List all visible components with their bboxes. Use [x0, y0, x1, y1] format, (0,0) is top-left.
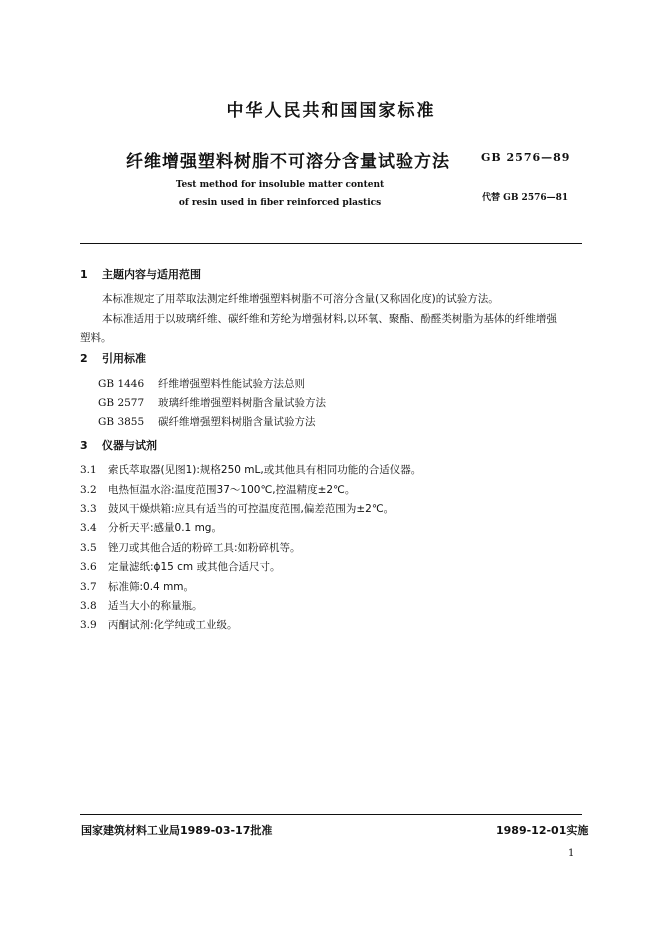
implementation-date: 1989-12-01实施: [496, 824, 589, 837]
item-number: 3.3: [80, 503, 97, 515]
footer-divider: [80, 814, 582, 815]
list-item: [80, 482, 355, 497]
section-2-heading: [80, 350, 146, 366]
section-number: 1: [80, 268, 88, 281]
item-number: 3.5: [80, 542, 97, 554]
list-item: [80, 579, 194, 594]
national-standard-heading: 中华人民共和国国家标准: [226, 101, 436, 121]
reference-code: GB 3855: [98, 416, 145, 428]
item-text: 定量滤纸:ϕ15 cm 或其他合适尺寸。: [108, 561, 281, 573]
item-number: 3.1: [80, 464, 97, 476]
page-number: 1: [568, 848, 575, 859]
list-item: [80, 520, 222, 535]
item-number: 3.8: [80, 600, 97, 612]
item-number: 3.7: [80, 581, 97, 593]
item-text: 丙酮试剂:化学纯或工业级。: [108, 619, 238, 631]
item-text: 分析天平:感量0.1 mg。: [108, 522, 222, 534]
replaces-standard: 代替 GB 2576—81: [482, 193, 569, 203]
reference-title: 纤维增强塑料性能试验方法总则: [158, 378, 305, 390]
item-text: 锉刀或其他合适的粉碎工具:如粉碎机等。: [108, 542, 301, 554]
document-title: 纤维增强塑料树脂不可溶分含量试验方法: [126, 152, 450, 172]
section-1-paragraph-1: 本标准规定了用萃取法测定纤维增强塑料树脂不可溶分含量(又称固化度)的试验方法。: [102, 293, 499, 305]
list-item: [80, 598, 203, 613]
section-title: 引用标准: [102, 352, 146, 365]
approval-note: 国家建筑材料工业局1989-03-17批准: [81, 824, 273, 837]
header-divider: [80, 243, 582, 244]
reference-item: [98, 395, 326, 410]
item-text: 标准筛:0.4 mm。: [108, 581, 195, 593]
item-number: 3.6: [80, 561, 97, 573]
english-title-line-1: Test method for insoluble matter content: [175, 180, 385, 190]
list-item: [80, 501, 394, 516]
item-number: 3.9: [80, 619, 97, 631]
reference-code: GB 2577: [98, 397, 145, 409]
list-item: [80, 559, 281, 574]
reference-item: [98, 376, 305, 391]
reference-title: 碳纤维增强塑料树脂含量试验方法: [158, 416, 316, 428]
section-3-heading: [80, 437, 157, 453]
english-title-line-2: of resin used in fiber reinforced plastics: [178, 198, 382, 208]
reference-title: 玻璃纤维增强塑料树脂含量试验方法: [158, 397, 326, 409]
section-1-heading: [80, 266, 201, 282]
list-item: [80, 462, 421, 477]
list-item: [80, 617, 238, 632]
reference-code: GB 1446: [98, 378, 145, 390]
section-number: 2: [80, 352, 88, 365]
list-item: [80, 540, 301, 555]
item-number: 3.4: [80, 522, 97, 534]
section-1-paragraph-2: 本标准适用于以玻璃纤维、碳纤维和芳纶为增强材料,以环氧、聚酯、酚醛类树脂为基体的纤维增强: [102, 313, 557, 325]
item-text: 适当大小的称量瓶。: [108, 600, 203, 612]
item-text: 索氏萃取器(见图1):规格250 mL,或其他具有相同功能的合适仪器。: [108, 464, 422, 476]
standard-code: GB 2576—89: [481, 151, 571, 164]
section-title: 主题内容与适用范围: [102, 268, 201, 281]
reference-item: [98, 414, 316, 429]
item-number: 3.2: [80, 484, 97, 496]
item-text: 电热恒温水浴:温度范围37～100℃,控温精度±2℃。: [108, 484, 356, 496]
section-1-paragraph-2-continued: 塑料。: [80, 332, 112, 344]
section-number: 3: [80, 439, 88, 452]
section-title: 仪器与试剂: [102, 439, 157, 452]
item-text: 鼓风干燥烘箱:应具有适当的可控温度范围,偏差范围为±2℃。: [108, 503, 395, 515]
